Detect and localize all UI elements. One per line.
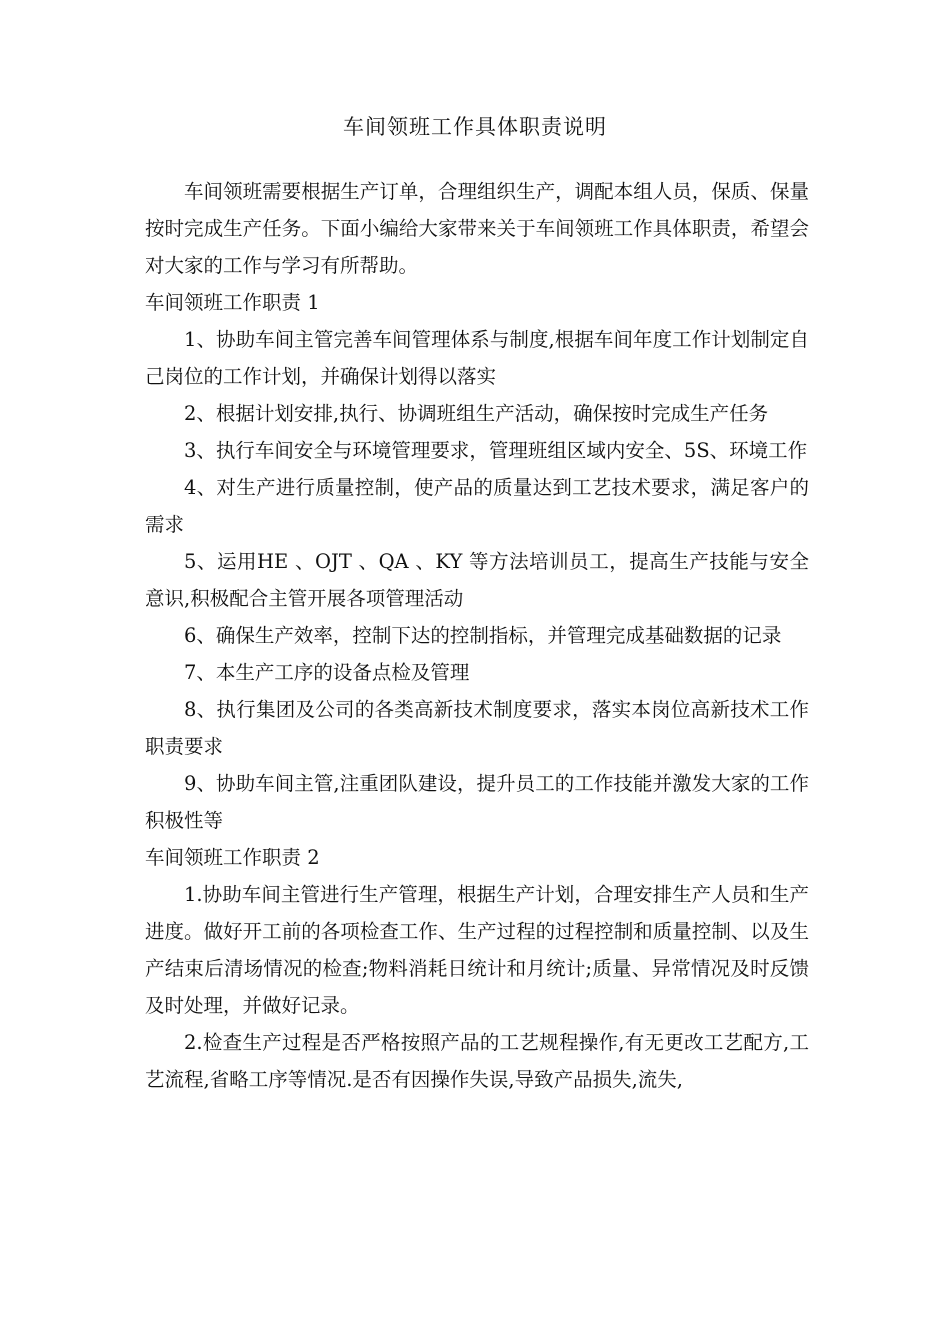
document-title: 车间领班工作具体职责说明 xyxy=(343,115,607,139)
duty-item: 5、运用HE 、OJT 、QA 、KY 等方法培训员工，提高生产技能与安全意识,积极配合主管开展各项管理活动 xyxy=(145,550,809,610)
duty-item: 1、协助车间主管完善车间管理体系与制度,根据车间年度工作计划制定自己岗位的工作计划，并确保计划得以落实 xyxy=(145,328,809,388)
duty-item: 1.协助车间主管进行生产管理，根据生产计划，合理安排生产人员和生产进度。做好开工前的各项检查工作、生产过程的过程控制和质量控制、以及生产结束后清场情况的检查;物料消耗日统计和月统计;质量、异常情况及时反馈及时处理，并做好记录。 xyxy=(145,883,809,1017)
duty-item: 6、确保生产效率，控制下达的控制指标，并管理完成基础数据的记录 xyxy=(184,624,782,647)
duty-item: 7、本生产工序的设备点检及管理 xyxy=(184,661,470,684)
document-body xyxy=(145,173,809,1098)
section-heading-2: 车间领班工作职责 2 xyxy=(145,846,320,869)
intro-paragraph: 车间领班需要根据生产订单，合理组织生产，调配本组人员，保质、保量按时完成生产任务。下面小编给大家带来关于车间领班工作具体职责，希望会对大家的工作与学习有所帮助。 xyxy=(145,180,809,277)
duty-item: 3、执行车间安全与环境管理要求，管理班组区域内安全、5S、环境工作 xyxy=(184,439,808,462)
duty-item: 2、根据计划安排,执行、协调班组生产活动，确保按时完成生产任务 xyxy=(184,402,769,425)
duty-item: 8、执行集团及公司的各类高新技术制度要求，落实本岗位高新技术工作职责要求 xyxy=(145,698,809,758)
duty-item: 2.检查生产过程是否严格按照产品的工艺规程操作,有无更改工艺配方,工艺流程,省略工序等情况.是否有因操作失误,导致产品损失,流失, xyxy=(145,1031,809,1091)
duty-item: 4、对生产进行质量控制，使产品的质量达到工艺技术要求，满足客户的需求 xyxy=(145,476,809,536)
section-heading-1: 车间领班工作职责 1 xyxy=(145,291,320,314)
duty-item: 9、协助车间主管,注重团队建设，提升员工的工作技能并激发大家的工作积极性等 xyxy=(145,772,809,832)
